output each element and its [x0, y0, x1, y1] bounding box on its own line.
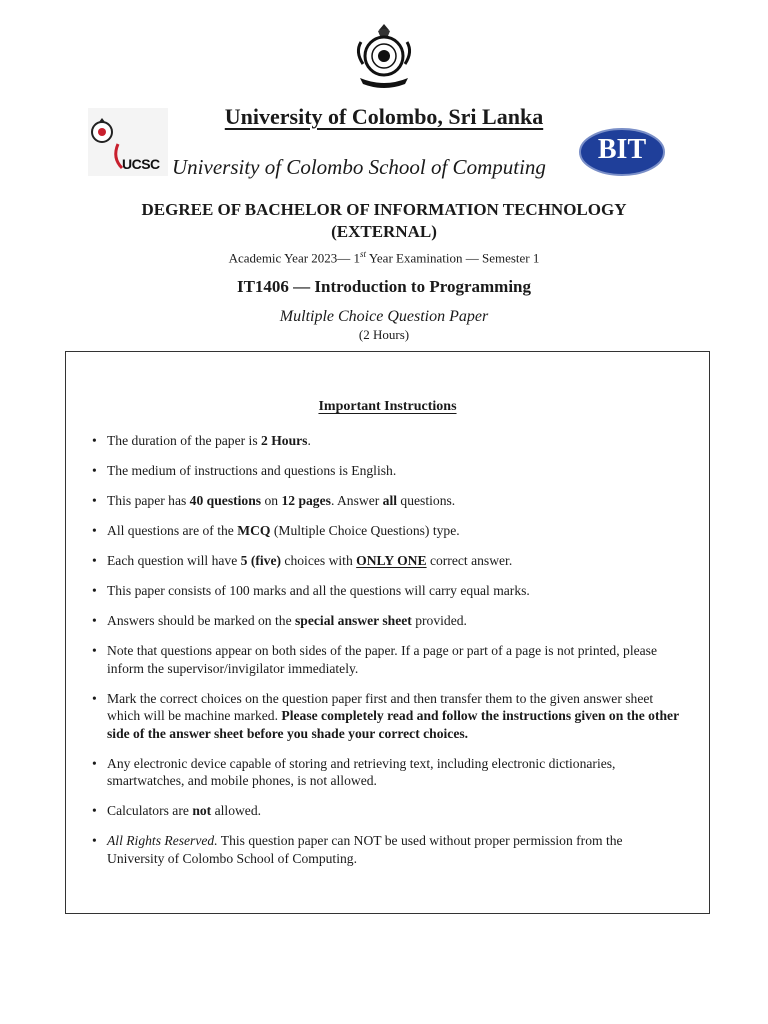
ucsc-logo: [88, 108, 168, 176]
instruction-marks: • This paper consists of 100 marks and all the questions will carry equal marks.: [92, 582, 682, 600]
instruction-question-count: • This paper has 40 questions on 12 pages. Answer all questions.: [92, 492, 682, 510]
school-name: University of Colombo School of Computing: [172, 155, 546, 179]
instruction-electronic-devices: • Any electronic device capable of storing and retrieving text, including electronic dictionaries, smartwatches, and mobile phones, is not allowed.: [92, 755, 682, 790]
academic-year-suffix: Year Examination — Semester 1: [366, 250, 540, 266]
paper-duration: (2 Hours): [358, 327, 410, 342]
course-title: IT1406 — Introduction to Programming: [236, 277, 532, 296]
degree-title: [0, 199, 768, 243]
university-title: University of Colombo, Sri Lanka: [224, 104, 544, 129]
academic-year-ordinal: st: [360, 249, 367, 259]
academic-year-prefix: Academic Year 2023— 1: [228, 250, 361, 266]
instruction-marking: • Mark the correct choices on the question paper first and then transfer them to the given answer sheet which will be machine marked. Please completely read and follow the instructions given on the other side of the answer sheet before you shade your correct choices.: [92, 690, 682, 743]
bit-logo-text: BIT: [597, 134, 647, 165]
academic-year: [0, 249, 768, 266]
instruction-choices: • Each question will have 5 (five) choices with ONLY ONE correct answer.: [92, 552, 682, 570]
instruction-calculators: • Calculators are not allowed.: [92, 802, 682, 820]
instruction-duration: • The duration of the paper is 2 Hours.: [92, 432, 682, 450]
degree-line-1: DEGREE OF BACHELOR OF INFORMATION TECHNOLOGY: [141, 200, 627, 219]
instruction-answer-sheet: • Answers should be marked on the special answer sheet provided.: [92, 612, 682, 630]
bit-logo: [578, 127, 666, 177]
instructions-heading: Important Instructions: [318, 399, 457, 414]
ucsc-logo-text: UCSC: [122, 156, 160, 172]
instructions-list: [92, 432, 682, 867]
degree-line-2: (EXTERNAL): [331, 222, 437, 241]
instruction-question-type: • All questions are of the MCQ (Multiple Choice Questions) type.: [92, 522, 682, 540]
instructions-box: [65, 351, 710, 914]
instruction-page-sides: • Note that questions appear on both sides of the paper. If a page or part of a page is not printed, please inform the supervisor/invigilator immediately.: [92, 642, 682, 677]
university-crest-logo: [352, 22, 416, 92]
instruction-rights-reserved: • All Rights Reserved. This question paper can NOT be used without proper permission from the University of Colombo School of Computing.: [92, 832, 682, 867]
paper-type: Multiple Choice Question Paper: [279, 308, 489, 325]
instruction-medium: • The medium of instructions and questions is English.: [92, 462, 682, 480]
